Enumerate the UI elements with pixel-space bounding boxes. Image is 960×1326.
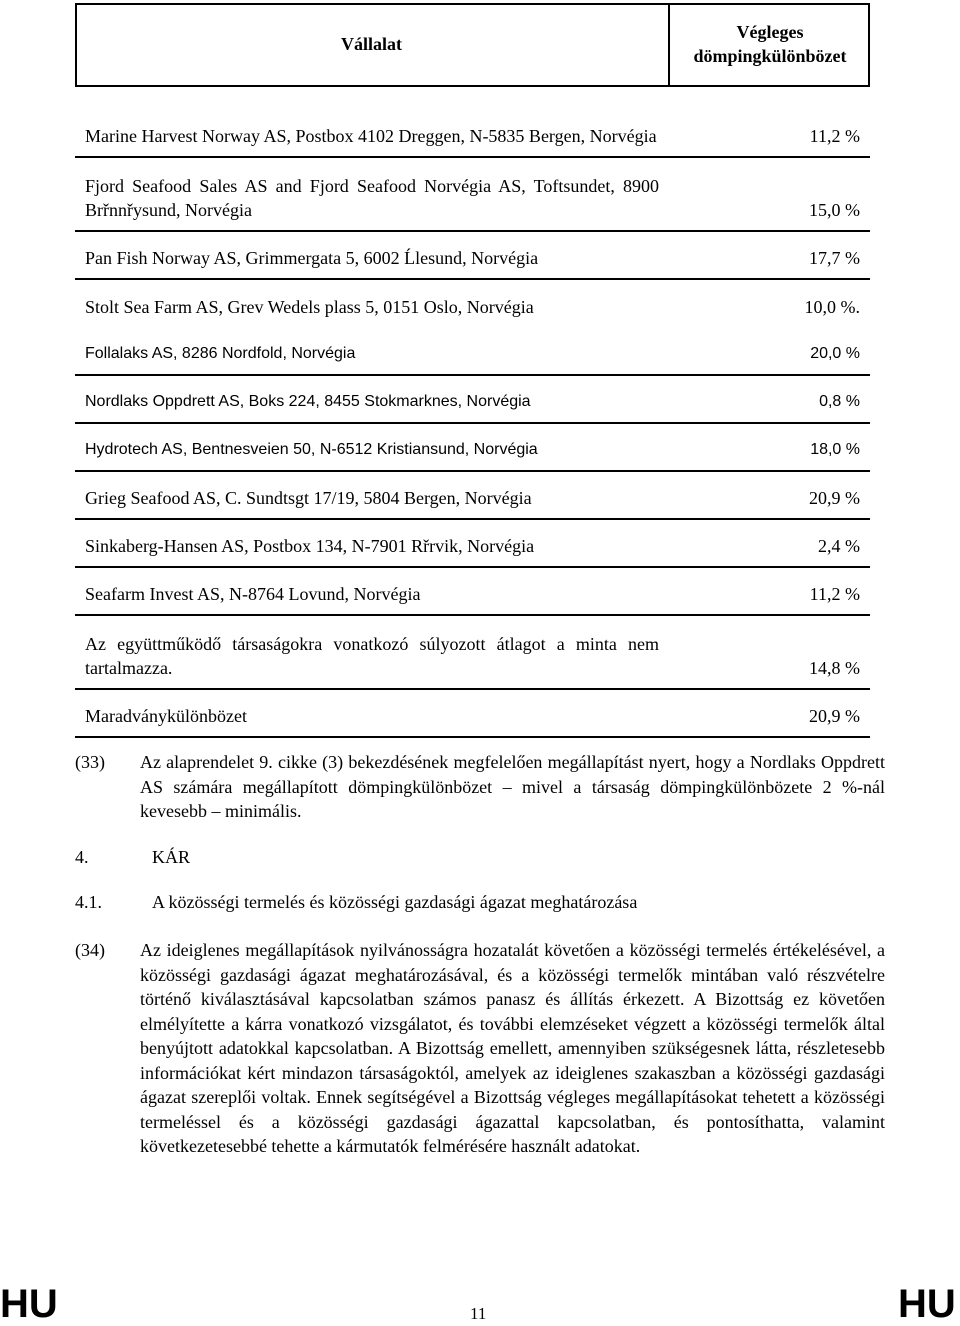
margin-value: 20,0 % bbox=[669, 327, 870, 375]
paragraph-text: Az alaprendelet 9. cikke (3) bekezdésének megfelelően megállapítást nyert, hogy a Nordlaks Oppdrett AS számára megállapított dömpingkülönbözet – mivel a társaság dömpingkülönbözete 2 %-nál kevesebb – minimális. bbox=[140, 752, 885, 821]
margin-value: 11,2 % bbox=[669, 86, 870, 157]
subsection-heading bbox=[75, 892, 775, 913]
paragraph-34 bbox=[75, 938, 885, 1208]
company-name: Stolt Sea Farm AS, Grev Wedels plass 5, 0151 Oslo, Norvégia bbox=[85, 297, 534, 317]
margin-value: 20,9 % bbox=[669, 471, 870, 519]
company-name: Pan Fish Norway AS, Grimmergata 5, 6002 Ĺlesund, Norvégia bbox=[75, 231, 669, 279]
margin-value: 20,9 % bbox=[669, 689, 870, 737]
footer-language-right: HU bbox=[898, 1282, 956, 1326]
company-name: Nordlaks Oppdrett AS, Boks 224, 8455 Stokmarknes, Norvégia bbox=[75, 375, 669, 423]
header-company: Vállalat bbox=[75, 3, 669, 86]
paragraph-33 bbox=[75, 750, 885, 826]
company-name: Follalaks AS, 8286 Nordfold, Norvégia bbox=[75, 327, 669, 375]
margin-value: 0,8 % bbox=[669, 375, 870, 423]
page-number: 11 bbox=[470, 1304, 487, 1323]
company-name: Az együttműködő társaságokra vonatkozó súlyozott átlagot a minta nem tartalmazza. bbox=[75, 615, 669, 689]
margin-value: 15,0 % bbox=[669, 157, 870, 231]
company-name: Fjord Seafood Sales AS and Fjord Seafood Norvégia AS, Toftsundet, 8900 Brřnnřysund, Norvégia bbox=[75, 157, 669, 231]
paragraph-number: (33) bbox=[75, 752, 105, 772]
section-title: KÁR bbox=[152, 847, 191, 867]
company-name: Seafarm Invest AS, N-8764 Lovund, Norvégia bbox=[75, 567, 669, 615]
margin-value: 17,7 % bbox=[669, 231, 870, 279]
company-name: Sinkaberg-Hansen AS, Postbox 134, N-7901 Rřrvik, Norvégia bbox=[75, 519, 669, 567]
subsection-title: A közösségi termelés és közösségi gazdasági ágazat meghatározása bbox=[152, 892, 638, 912]
subsection-number: 4.1. bbox=[75, 892, 102, 912]
margin-value: 2,4 % bbox=[669, 519, 870, 567]
section-number: 4. bbox=[75, 847, 89, 867]
footer-language-left: HU bbox=[0, 1282, 58, 1326]
company-name: Hydrotech AS, Bentnesveien 50, N-6512 Kristiansund, Norvégia bbox=[75, 423, 669, 471]
company-name: Maradványkülönbözet bbox=[75, 689, 669, 737]
dumping-margin-table bbox=[75, 3, 870, 738]
company-name: Marine Harvest Norway AS, Postbox 4102 Dreggen, N-5835 Bergen, Norvégia bbox=[75, 86, 669, 157]
company-name: Grieg Seafood AS, C. Sundtsgt 17/19, 5804 Bergen, Norvégia bbox=[75, 471, 669, 519]
margin-value: 18,0 % bbox=[669, 423, 870, 471]
paragraph-text: Az ideiglenes megállapítások nyilvánosságra hozatalát követően a közösségi termelés értékelésével, a közösségi gazdasági ágazat meghatározásával, és a közösségi termelők mintában való részvételre történő kiválasztásával kapcsolatban számos panasz és állítás érkezett. A Bizottság ez követően elmélyítette a kárra vonatkozó vizsgálatot, és további elemzéseket végzett a közösségi termelők által benyújtott adatokkal kapcsolatban. A Bizottság emellett, amennyiben szükségesnek látta, részletesebb információkat kért mindazon társaságoktól, amelyek az ideiglenes szakaszban a közösségi gazdasági ágazat szereplői voltak. Ennek segítségével a Bizottság végleges megállapításokat tehetett a közösségi termeléssel és a közösségi gazdasági ágazattal kapcsolatban, és pontosíthatta, valamint következetesebbé tehette a kármutatók felmérésére használt adatokat. bbox=[140, 940, 885, 1156]
margin-value: 10,0 %. bbox=[804, 297, 860, 317]
margin-value: 14,8 % bbox=[669, 615, 870, 689]
paragraph-number: (34) bbox=[75, 940, 105, 960]
header-margin: Végleges dömpingkülönbözet bbox=[669, 3, 870, 86]
margin-value: 11,2 % bbox=[669, 567, 870, 615]
section-heading bbox=[75, 847, 191, 868]
